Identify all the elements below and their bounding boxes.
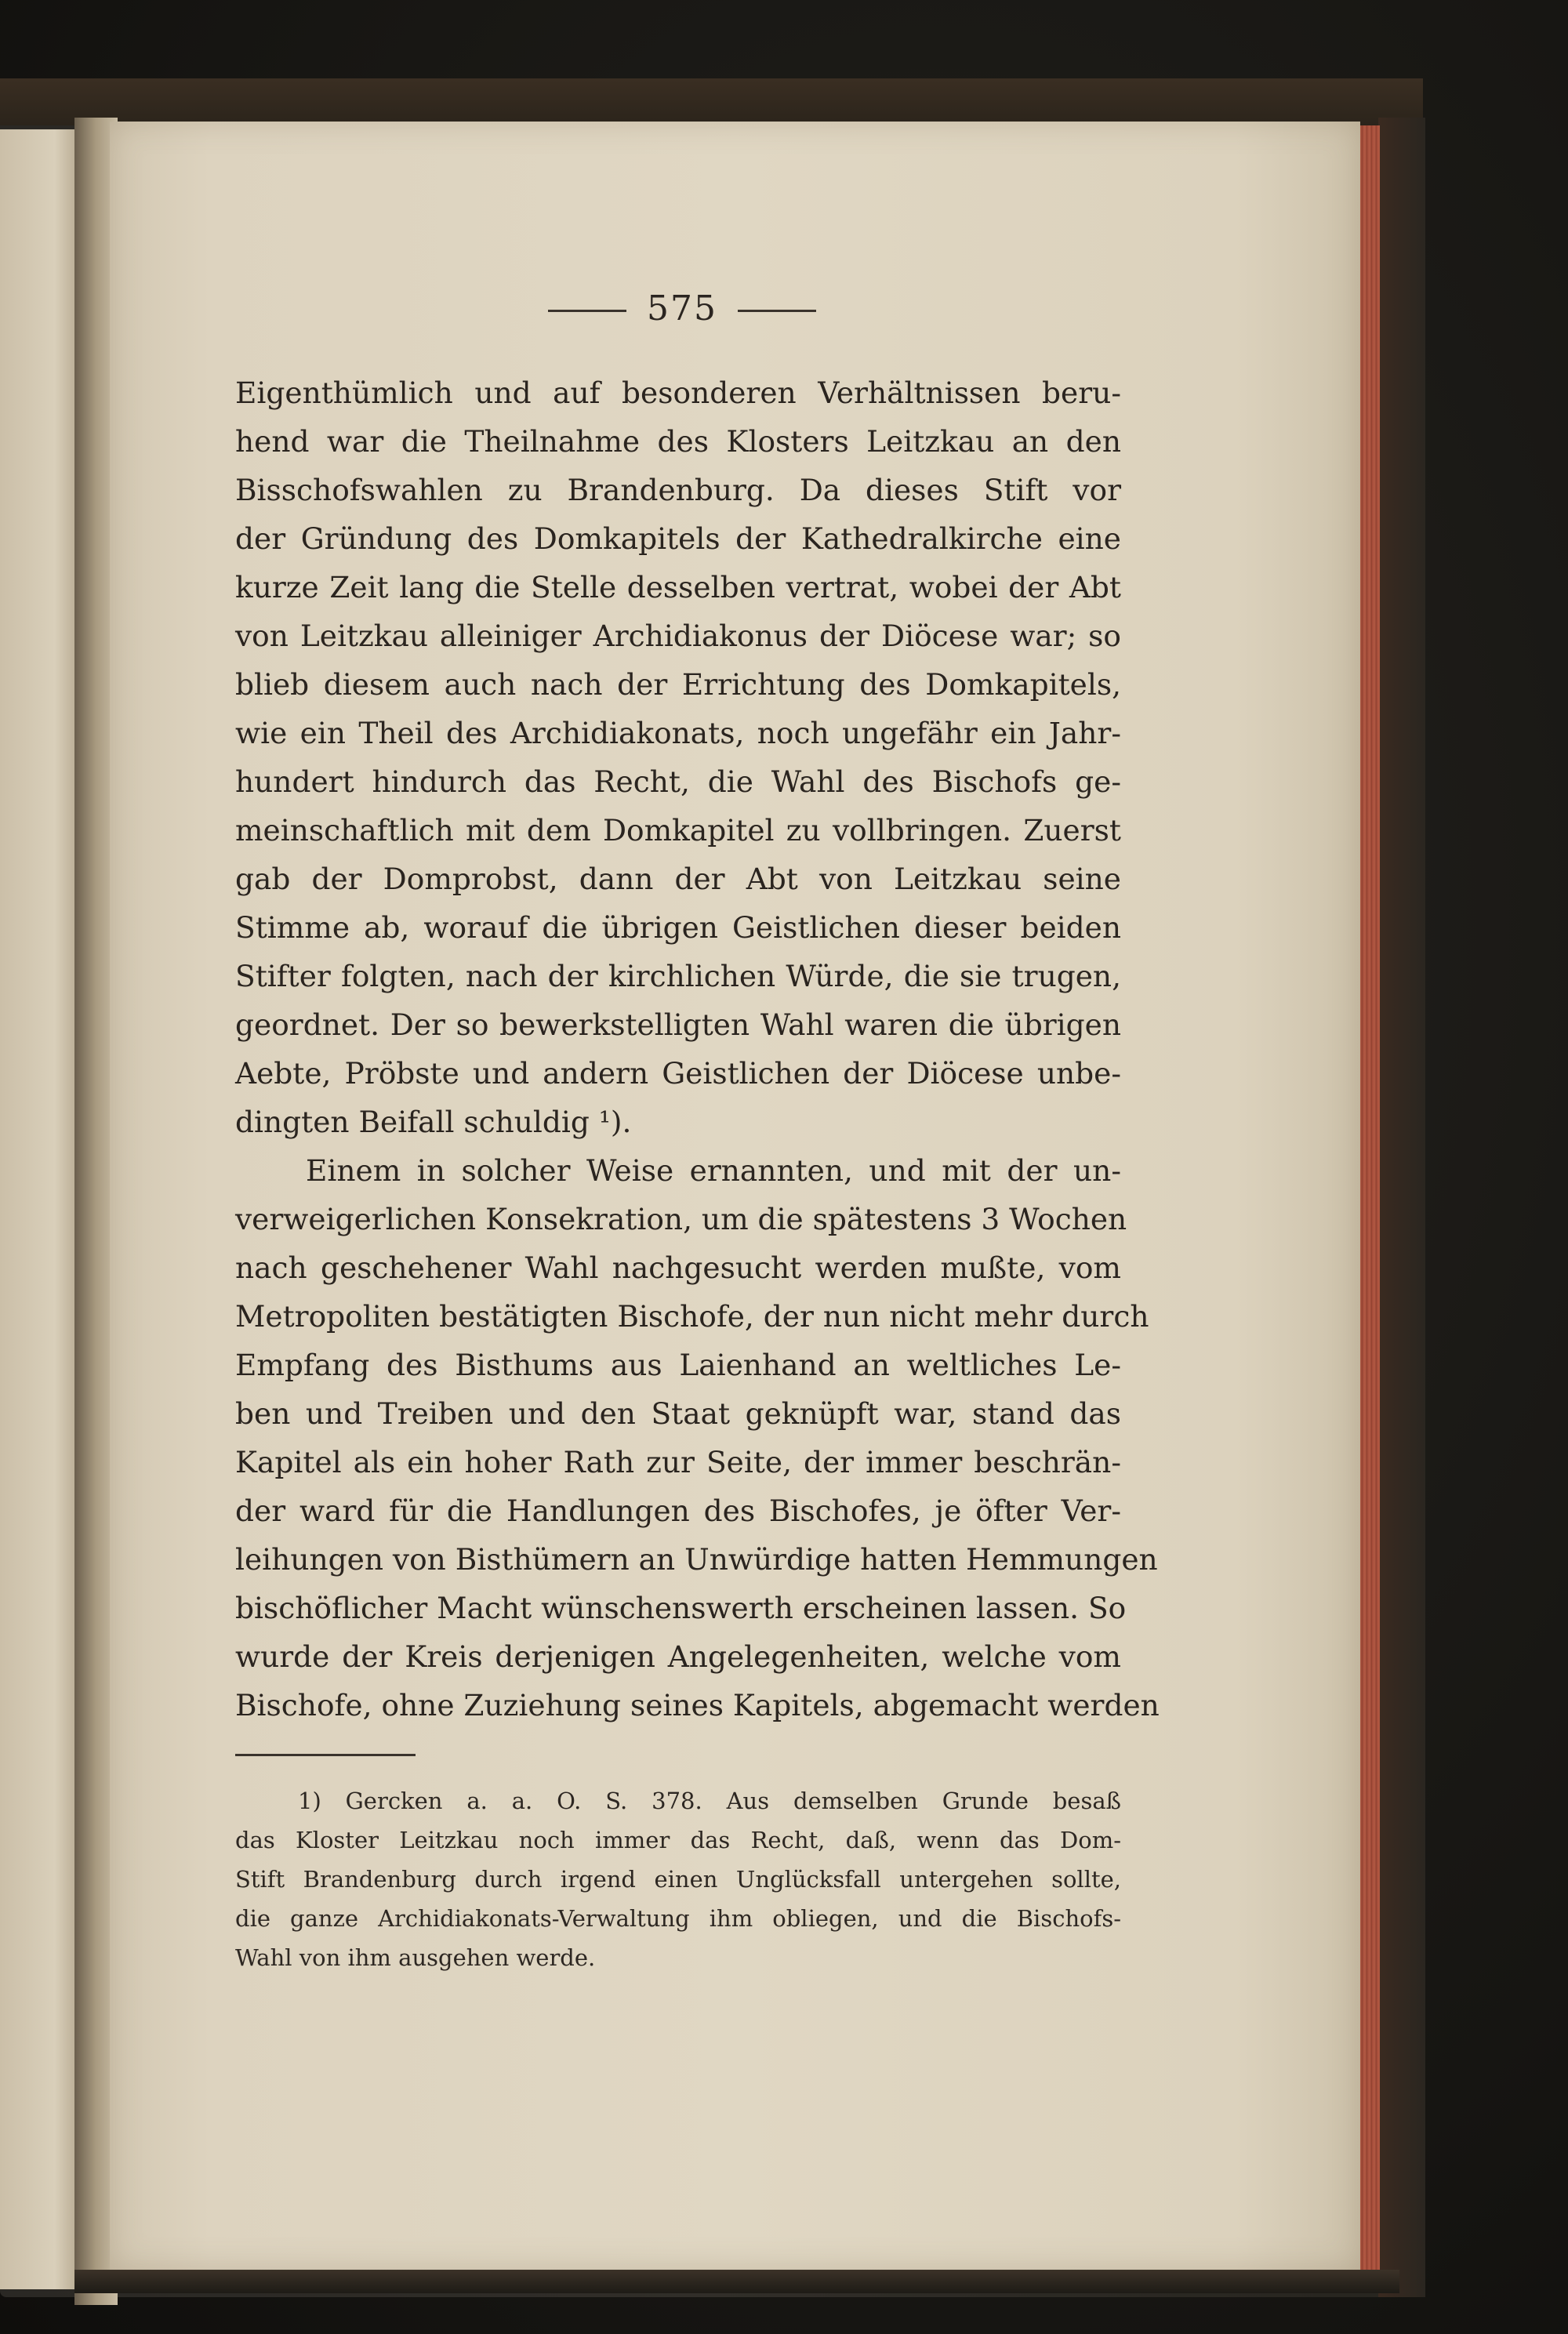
text-line: Aebte, Pröbste und andern Geistlichen der Diöcese unbe- — [235, 1056, 1121, 1091]
footnote-line: die ganze Archidiakonats-Verwaltung ihm obliegen, und die Bischofs- — [235, 1905, 1121, 1932]
header-dash-right — [738, 310, 816, 312]
text-line: Bischofe, ohne Zuziehung seines Kapitels, abgemacht werden — [235, 1688, 1160, 1722]
text-line: Einem in solcher Weise ernannten, und mit der un- — [306, 1153, 1121, 1188]
text-line: nach geschehener Wahl nachgesucht werden mußte, vom — [235, 1250, 1121, 1285]
footnote-divider — [235, 1754, 416, 1756]
text-line: hend war die Theilnahme des Klosters Leitzkau an den — [235, 424, 1121, 459]
text-line: bischöflicher Macht wünschenswerth erscheinen lassen. So — [235, 1591, 1127, 1625]
text-line: hundert hindurch das Recht, die Wahl des Bischofs ge- — [235, 764, 1121, 799]
text-line: von Leitzkau alleiniger Archidiakonus der Diöcese war; so — [235, 619, 1121, 653]
text-line: Stimme ab, worauf die übrigen Geistlichen dieser beiden — [235, 910, 1121, 945]
text-line: geordnet. Der so bewerkstelligten Wahl waren die übrigen — [235, 1007, 1121, 1042]
page-number: 575 — [647, 289, 717, 329]
text-line: Eigenthümlich und auf besonderen Verhältnissen beru- — [235, 376, 1121, 410]
text-line: dingten Beifall schuldig ¹). — [235, 1105, 632, 1139]
text-line: Stifter folgten, nach der kirchlichen Würde, die sie trugen, — [235, 959, 1121, 993]
text-line: wurde der Kreis derjenigen Angelegenheiten, welche vom — [235, 1639, 1121, 1674]
text-line: Metropoliten bestätigten Bischofe, der nun nicht mehr durch — [235, 1299, 1149, 1334]
text-line: leihungen von Bisthümern an Unwürdige hatten Hemmungen — [235, 1542, 1158, 1577]
book-top-edge — [0, 78, 1423, 125]
book-spine-edge — [1378, 118, 1425, 2297]
text-line: gab der Domprobst, dann der Abt von Leitzkau seine — [235, 862, 1121, 896]
footnotes — [235, 1781, 1121, 1977]
footnote-line: das Kloster Leitzkau noch immer das Recht, daß, wenn das Dom- — [235, 1827, 1121, 1853]
text-line: meinschaftlich mit dem Domkapitel zu vollbringen. Zuerst — [235, 813, 1121, 848]
text-line: Bisschofswahlen zu Brandenburg. Da dieses Stift vor — [235, 473, 1121, 507]
header-dash-left — [548, 310, 626, 312]
footnote-line: Wahl von ihm ausgehen werde. — [235, 1944, 596, 1971]
footnote-line: Stift Brandenburg durch irgend einen Unglücksfall untergehen sollte, — [235, 1866, 1121, 1893]
text-line: verweigerlichen Konsekration, um die spätestens 3 Wochen — [235, 1202, 1127, 1236]
footnote-line: 1) Gercken a. a. O. S. 378. Aus demselben Grunde besaß — [298, 1788, 1121, 1814]
body-text — [235, 368, 1160, 1730]
text-line: kurze Zeit lang die Stelle desselben vertrat, wobei der Abt — [235, 570, 1121, 604]
text-line: Empfang des Bisthums aus Laienhand an weltliches Le- — [235, 1348, 1121, 1382]
text-line: Kapitel als ein hoher Rath zur Seite, der immer beschrän- — [235, 1445, 1121, 1479]
text-line: der Gründung des Domkapitels der Kathedralkirche eine — [235, 521, 1121, 556]
book-bottom-edge — [74, 2270, 1399, 2293]
text-line: wie ein Theil des Archidiakonats, noch ungefähr ein Jahr- — [235, 716, 1121, 750]
left-page — [0, 129, 78, 2289]
text-line: der ward für die Handlungen des Bischofes, je öfter Ver- — [235, 1494, 1121, 1528]
text-line: ben und Treiben und den Staat geknüpft war, stand das — [235, 1396, 1121, 1431]
page-header — [517, 289, 847, 329]
text-line: blieb diesem auch nach der Errichtung des Domkapitels, — [235, 667, 1121, 702]
